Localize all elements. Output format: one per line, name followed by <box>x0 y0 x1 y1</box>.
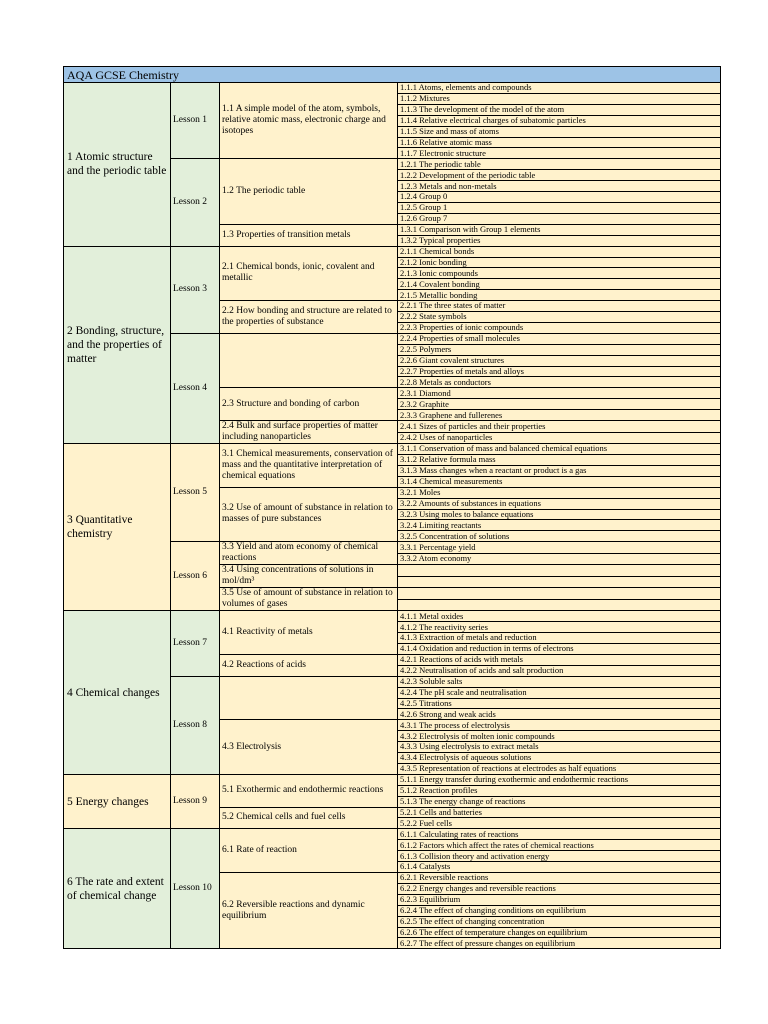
subtopic-cell: 4.2 Reactions of acids <box>220 654 398 676</box>
topic-cell: 1 Atomic structure and the periodic table <box>64 83 171 247</box>
spec-cell: 2.1.1 Chemical bonds <box>398 246 721 257</box>
spec-cell: 2.3.3 Graphene and fullerenes <box>398 410 721 421</box>
spec-cell: 4.2.2 Neutralisation of acids and salt production <box>398 665 721 676</box>
spec-cell: 2.1.2 Ionic bonding <box>398 257 721 268</box>
subtopic-cell: 3.5 Use of amount of substance in relation to volumes of gases <box>220 588 398 611</box>
spec-cell: 6.2.5 The effect of changing concentration <box>398 916 721 927</box>
spec-cell: 2.2.8 Metals as conductors <box>398 377 721 388</box>
spec-cell: 2.3.2 Graphite <box>398 399 721 410</box>
spec-cell: 2.4.1 Sizes of particles and their properties <box>398 421 721 433</box>
topic-cell: 2 Bonding, structure, and the properties of matter <box>64 246 171 444</box>
spec-cell: 3.2.3 Using moles to balance equations <box>398 509 721 520</box>
spec-cell: 6.1.3 Collision theory and activation energy <box>398 851 721 862</box>
subtopic-cell: 3.4 Using concentrations of solutions in mol/dm³ <box>220 565 398 588</box>
spec-cell: 6.1.4 Catalysts <box>398 862 721 873</box>
spec-cell: 2.4.2 Uses of nanoparticles <box>398 432 721 444</box>
lesson-cell: Lesson 8 <box>171 676 220 774</box>
lesson-cell: Lesson 6 <box>171 542 220 611</box>
lesson-cell: Lesson 5 <box>171 444 220 542</box>
spec-cell <box>398 576 721 588</box>
curriculum-table <box>63 66 721 949</box>
spec-cell: 2.2.3 Properties of ionic compounds <box>398 322 721 333</box>
spec-cell: 6.1.2 Factors which affect the rates of chemical reactions <box>398 840 721 851</box>
subtopic-cell: 6.2 Reversible reactions and dynamic equilibrium <box>220 873 398 949</box>
subtopic-cell <box>220 676 398 720</box>
spec-cell <box>398 588 721 600</box>
table-row <box>64 611 721 622</box>
spec-cell: 1.1.4 Relative electrical charges of subatomic particles <box>398 115 721 126</box>
spec-cell: 3.1.3 Mass changes when a reactant or product is a gas <box>398 465 721 476</box>
spec-cell: 4.3.3 Using electrolysis to extract metals <box>398 742 721 753</box>
spec-cell: 1.2.2 Development of the periodic table <box>398 170 721 181</box>
spec-cell: 3.1.2 Relative formula mass <box>398 455 721 466</box>
spec-cell: 1.1.7 Electronic structure <box>398 148 721 159</box>
spec-cell: 4.3.4 Electrolysis of aqueous solutions <box>398 753 721 764</box>
spec-cell: 1.1.2 Mixtures <box>398 93 721 104</box>
spec-cell: 3.2.5 Concentration of solutions <box>398 531 721 542</box>
spec-cell: 3.1.4 Chemical measurements <box>398 476 721 487</box>
spec-cell: 2.3.1 Diamond <box>398 388 721 399</box>
subtopic-cell: 2.2 How bonding and structure are related to the properties of substance <box>220 301 398 334</box>
spec-cell: 2.2.2 State symbols <box>398 312 721 323</box>
spec-cell: 4.1.1 Metal oxides <box>398 611 721 622</box>
subtopic-cell: 1.3 Properties of transition metals <box>220 224 398 246</box>
table-row <box>64 829 721 840</box>
spec-cell: 2.2.1 The three states of matter <box>398 301 721 312</box>
sheet-title: AQA GCSE Chemistry <box>64 67 721 83</box>
spec-cell: 2.1.3 Ionic compounds <box>398 268 721 279</box>
topic-cell: 3 Quantitative chemistry <box>64 444 171 611</box>
spec-cell: 1.2.1 The periodic table <box>398 159 721 170</box>
spec-cell: 3.1.1 Conservation of mass and balanced chemical equations <box>398 444 721 455</box>
spec-cell: 1.2.3 Metals and non-metals <box>398 181 721 192</box>
subtopic-cell: 4.3 Electrolysis <box>220 720 398 775</box>
spec-cell: 1.3.1 Comparison with Group 1 elements <box>398 224 721 235</box>
lesson-cell: Lesson 9 <box>171 774 220 829</box>
lesson-cell: Lesson 7 <box>171 611 220 676</box>
spec-cell: 1.1.6 Relative atomic mass <box>398 137 721 148</box>
table-row <box>64 246 721 257</box>
spec-cell: 1.2.6 Group 7 <box>398 213 721 224</box>
subtopic-cell: 5.2 Chemical cells and fuel cells <box>220 807 398 829</box>
spec-cell: 4.1.2 The reactivity series <box>398 622 721 633</box>
spec-cell: 6.2.7 The effect of pressure changes on equilibrium <box>398 938 721 949</box>
spec-cell <box>398 599 721 611</box>
spec-cell: 6.2.2 Energy changes and reversible reactions <box>398 883 721 894</box>
spec-cell: 4.1.4 Oxidation and reduction in terms of electrons <box>398 643 721 654</box>
spec-cell: 1.1.1 Atoms, elements and compounds <box>398 83 721 94</box>
topic-cell: 6 The rate and extent of chemical change <box>64 829 171 949</box>
subtopic-cell: 2.3 Structure and bonding of carbon <box>220 388 398 421</box>
spec-cell: 3.2.4 Limiting reactants <box>398 520 721 531</box>
spec-cell: 3.3.1 Percentage yield <box>398 542 721 554</box>
spec-cell: 4.1.3 Extraction of metals and reduction <box>398 633 721 644</box>
spec-cell: 6.2.4 The effect of changing conditions on equilibrium <box>398 905 721 916</box>
subtopic-cell: 3.3 Yield and atom economy of chemical reactions <box>220 542 398 565</box>
spec-cell: 4.3.5 Representation of reactions at electrodes as half equations <box>398 763 721 774</box>
spec-cell: 4.2.1 Reactions of acids with metals <box>398 654 721 665</box>
spec-cell: 4.2.4 The pH scale and neutralisation <box>398 687 721 698</box>
topic-cell: 4 Chemical changes <box>64 611 171 775</box>
spec-cell: 1.2.5 Group 1 <box>398 202 721 213</box>
subtopic-cell: 4.1 Reactivity of metals <box>220 611 398 655</box>
spec-cell: 6.2.3 Equilibrium <box>398 894 721 905</box>
spec-cell: 2.1.5 Metallic bonding <box>398 290 721 301</box>
lesson-cell: Lesson 4 <box>171 333 220 443</box>
subtopic-cell <box>220 333 398 388</box>
table-row <box>64 444 721 455</box>
spec-cell: 6.2.6 The effect of temperature changes on equilibrium <box>398 927 721 938</box>
subtopic-cell: 1.1 A simple model of the atom, symbols, relative atomic mass, electronic charge and isotopes <box>220 83 398 159</box>
spec-cell: 5.1.3 The energy change of reactions <box>398 796 721 807</box>
spec-cell: 4.3.1 The process of electrolysis <box>398 720 721 731</box>
subtopic-cell: 2.4 Bulk and surface properties of matter including nanoparticles <box>220 421 398 444</box>
spec-cell: 5.1.2 Reaction profiles <box>398 785 721 796</box>
spec-cell: 2.2.5 Polymers <box>398 344 721 355</box>
spec-cell: 1.2.4 Group 0 <box>398 192 721 203</box>
lesson-cell: Lesson 10 <box>171 829 220 949</box>
spec-cell: 1.1.5 Size and mass of atoms <box>398 126 721 137</box>
spec-cell <box>398 565 721 577</box>
table-row <box>64 83 721 94</box>
spec-cell: 2.1.4 Covalent bonding <box>398 279 721 290</box>
spec-cell: 4.2.6 Strong and weak acids <box>398 709 721 720</box>
spec-cell: 5.1.1 Energy transfer during exothermic and endothermic reactions <box>398 774 721 785</box>
lesson-cell: Lesson 1 <box>171 83 220 159</box>
title-row <box>64 67 721 83</box>
spec-cell: 4.2.5 Titrations <box>398 698 721 709</box>
spec-cell: 2.2.7 Properties of metals and alloys <box>398 366 721 377</box>
spec-cell: 2.2.6 Giant covalent structures <box>398 355 721 366</box>
subtopic-cell: 5.1 Exothermic and endothermic reactions <box>220 774 398 807</box>
spec-cell: 6.2.1 Reversible reactions <box>398 873 721 884</box>
spec-cell: 2.2.4 Properties of small molecules <box>398 333 721 344</box>
spec-cell: 5.2.1 Cells and batteries <box>398 807 721 818</box>
subtopic-cell: 1.2 The periodic table <box>220 159 398 224</box>
spec-cell: 3.2.1 Moles <box>398 487 721 498</box>
spec-cell: 4.3.2 Electrolysis of molten ionic compounds <box>398 731 721 742</box>
spec-cell: 3.3.2 Atom economy <box>398 553 721 565</box>
spec-cell: 3.2.2 Amounts of substances in equations <box>398 498 721 509</box>
table-row <box>64 774 721 785</box>
subtopic-cell: 6.1 Rate of reaction <box>220 829 398 873</box>
spec-cell: 4.2.3 Soluble salts <box>398 676 721 687</box>
subtopic-cell: 3.1 Chemical measurements, conservation of mass and the quantitative interpretation of chemical equations <box>220 444 398 488</box>
spec-cell: 1.1.3 The development of the model of the atom <box>398 104 721 115</box>
spec-cell: 6.1.1 Calculating rates of reactions <box>398 829 721 840</box>
topic-cell: 5 Energy changes <box>64 774 171 829</box>
subtopic-cell: 2.1 Chemical bonds, ionic, covalent and metallic <box>220 246 398 301</box>
subtopic-cell: 3.2 Use of amount of substance in relation to masses of pure substances <box>220 487 398 542</box>
spec-cell: 1.3.2 Typical properties <box>398 235 721 246</box>
spec-cell: 5.2.2 Fuel cells <box>398 818 721 829</box>
lesson-cell: Lesson 2 <box>171 159 220 246</box>
lesson-cell: Lesson 3 <box>171 246 220 333</box>
